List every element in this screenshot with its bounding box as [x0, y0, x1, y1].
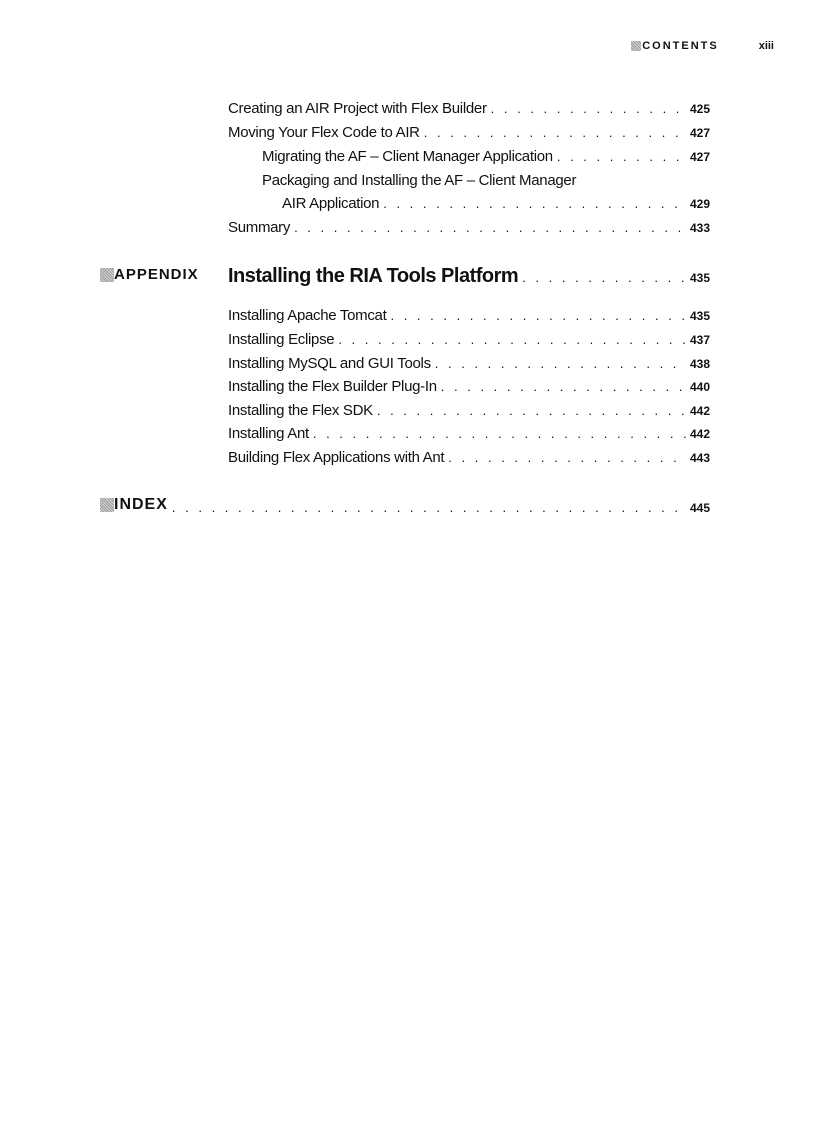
- toc-entry-page: 425: [689, 102, 710, 116]
- running-head-page-number: xiii: [758, 40, 774, 52]
- toc-entry-title: Building Flex Applications with Ant: [228, 449, 445, 466]
- toc-entry-page: 442: [689, 404, 710, 418]
- dot-leader: [377, 401, 686, 421]
- toc-entry[interactable]: [228, 424, 710, 444]
- toc-entry-title: Creating an AIR Project with Flex Builder: [228, 100, 487, 117]
- toc-subentry[interactable]: [262, 147, 710, 167]
- index-label-text: INDEX: [114, 496, 168, 513]
- toc-entry[interactable]: [228, 330, 710, 350]
- appendix-page: 435: [689, 271, 710, 285]
- running-head: [631, 40, 774, 52]
- toc-entry-page: 437: [689, 333, 710, 347]
- toc-entry-page: 443: [689, 451, 710, 465]
- toc-entry-title: Summary: [228, 219, 291, 236]
- toc-entry[interactable]: [228, 401, 710, 421]
- toc-entry-title: Installing Ant: [228, 425, 309, 442]
- dot-leader: [172, 498, 686, 518]
- dot-leader: [448, 448, 686, 468]
- toc-entry-page: 442: [689, 427, 710, 441]
- toc-entry-title: Installing the Flex SDK: [228, 402, 373, 419]
- toc-entry[interactable]: [228, 99, 710, 119]
- dot-leader: [435, 354, 686, 374]
- dot-leader: [294, 218, 686, 238]
- hatch-ornament-icon: [100, 498, 114, 512]
- toc-subentry-title-line1[interactable]: Packaging and Installing the AF – Client Manager: [262, 172, 577, 189]
- appendix-title: Installing the RIA Tools Platform: [228, 265, 519, 287]
- toc-entry-title: Installing Eclipse: [228, 331, 335, 348]
- dot-leader: [491, 99, 686, 119]
- toc-entry-title: Installing Apache Tomcat: [228, 307, 387, 324]
- dot-leader: [390, 306, 686, 326]
- toc-entry[interactable]: [228, 354, 710, 374]
- running-head-label: CONTENTS: [642, 40, 719, 52]
- toc-entry[interactable]: [228, 448, 710, 468]
- toc-entry-title: Migrating the AF – Client Manager Application: [262, 148, 553, 165]
- dot-leader: [338, 330, 686, 350]
- dot-leader: [557, 147, 686, 167]
- hatch-ornament-icon: [100, 268, 114, 282]
- dot-leader: [522, 268, 686, 288]
- toc-entry[interactable]: [228, 377, 710, 397]
- toc-entry-page: 440: [689, 380, 710, 394]
- toc-entry-title: Installing the Flex Builder Plug-In: [228, 378, 437, 395]
- toc-entry-page: 438: [689, 357, 710, 371]
- appendix-label: [100, 266, 199, 283]
- dot-leader: [313, 424, 686, 444]
- toc-entry-page: 427: [689, 126, 710, 140]
- toc-entry-title: Installing MySQL and GUI Tools: [228, 355, 431, 372]
- dot-leader: [424, 123, 686, 143]
- toc-entry-title: AIR Application: [282, 195, 380, 212]
- toc-entry[interactable]: [228, 123, 710, 143]
- toc-entry-page: 429: [689, 197, 710, 211]
- dot-leader: [441, 377, 686, 397]
- appendix-title-entry[interactable]: [228, 266, 710, 288]
- toc-entry-page: 435: [689, 309, 710, 323]
- index-page: 445: [689, 501, 710, 515]
- index-entry[interactable]: [100, 495, 710, 518]
- dot-leader: [383, 194, 686, 214]
- hatch-ornament-icon: [631, 41, 641, 51]
- toc-entry[interactable]: [228, 218, 710, 238]
- toc-entry-page: 427: [689, 150, 710, 164]
- toc-subentry[interactable]: [282, 194, 710, 214]
- appendix-label-text: APPENDIX: [114, 266, 199, 283]
- toc-entry-title: Moving Your Flex Code to AIR: [228, 124, 420, 141]
- toc-entry-page: 433: [689, 221, 710, 235]
- index-label: [100, 495, 168, 515]
- toc-entry[interactable]: [228, 306, 710, 326]
